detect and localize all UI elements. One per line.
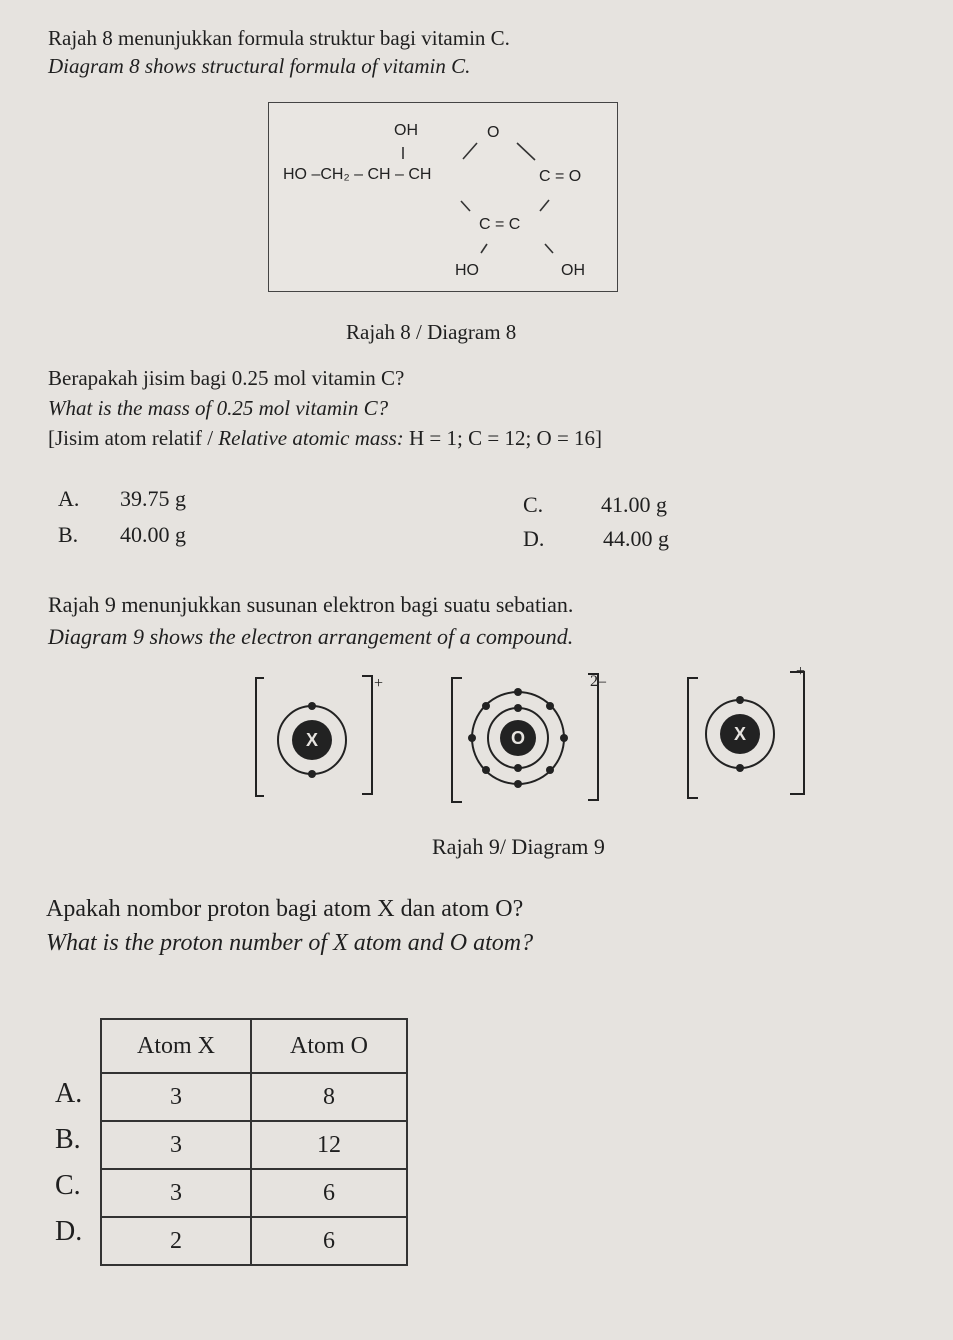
q8-intro-ms: Rajah 8 menunjukkan formula struktur bagi vitamin C. <box>48 26 510 50</box>
ion1-symbol: X <box>305 730 319 750</box>
q8-caption <box>346 320 516 345</box>
ion2-electron <box>482 766 490 774</box>
q9-intro-en: Diagram 9 shows the electron arrangement of a compound. <box>48 624 574 649</box>
bond-ring-right-up <box>540 200 549 211</box>
bond-ring-left-up <box>463 143 477 159</box>
label-oh-bottom: OH <box>561 262 585 279</box>
electron-arrangement-diagram <box>230 656 830 816</box>
ion2-electron <box>546 702 554 710</box>
table-row[interactable] <box>101 1121 407 1169</box>
ion3-electron <box>736 696 744 704</box>
label-c-eq-o: C = O <box>539 168 582 185</box>
q9-option-a-letter[interactable]: A. <box>55 1078 83 1109</box>
table-row[interactable] <box>101 1217 407 1265</box>
ion1-left-bracket <box>256 678 264 796</box>
option-letter: D. <box>523 526 545 551</box>
ion1-electron <box>308 702 316 710</box>
option-letter: B. <box>58 522 79 547</box>
q9-question-ms: Apakah nombor proton bagi atom X dan atom O? <box>46 896 524 922</box>
q8-option-a[interactable] <box>58 486 186 512</box>
option-text: 41.00 g <box>601 492 667 517</box>
ion2-symbol: O <box>510 728 526 748</box>
q8-question-ms: Berapakah jisim bagi 0.25 mol vitamin C? <box>48 366 405 390</box>
ion3-electron <box>736 764 744 772</box>
q9-option-b-letter[interactable]: B. <box>55 1124 81 1155</box>
ion2-electron <box>514 704 522 712</box>
q9-caption: Rajah 9/ Diagram 9 <box>432 834 605 859</box>
vitamin-c-structure-diagram <box>268 102 618 292</box>
option-letter: A. <box>58 486 80 511</box>
header-atom-x: Atom X <box>101 1019 251 1073</box>
bond-ring-right-down <box>517 143 535 160</box>
q9-option-c-letter[interactable]: C. <box>55 1170 81 1201</box>
table-row[interactable] <box>101 1169 407 1217</box>
q8-given <box>48 426 602 451</box>
q8-given-ms: [Jisim atom relatif / <box>48 426 219 450</box>
ion3-left-bracket <box>688 678 698 798</box>
label-ho-bottom: HO <box>455 262 479 279</box>
ion2-electron <box>514 764 522 772</box>
option-text: 40.00 g <box>120 522 186 547</box>
option-text: 39.75 g <box>120 486 186 511</box>
ion2-electron <box>514 780 522 788</box>
cell-atom-x: 3 <box>101 1169 251 1217</box>
q8-intro-en: Diagram 8 shows structural formula of vitamin C. <box>48 54 471 78</box>
q8-question-en: What is the mass of 0.25 mol vitamin C? <box>48 396 389 420</box>
cell-atom-x: 3 <box>101 1121 251 1169</box>
option-letter: C. <box>523 492 544 517</box>
option-text: 44.00 g <box>603 526 669 551</box>
proton-number-table <box>100 1018 408 1266</box>
ion2-electron <box>482 702 490 710</box>
label-c-eq-c: C = C <box>479 216 521 233</box>
q8-option-d[interactable] <box>523 526 669 552</box>
ion2-electron <box>560 734 568 742</box>
label-chain: HO –CH₂ – CH – CH <box>283 166 432 183</box>
vitamin-c-structure-bonds <box>269 103 617 291</box>
ion3-charge: + <box>796 663 806 680</box>
ion1-electron <box>308 770 316 778</box>
q9-option-d-letter[interactable]: D. <box>55 1216 83 1247</box>
ion2-right-bracket <box>588 674 598 800</box>
q9-question-en: What is the proton number of X atom and O atom? <box>46 930 534 956</box>
ion2-electron <box>514 688 522 696</box>
q8-given-values: H = 1; C = 12; O = 16] <box>409 426 603 450</box>
ion2-electron <box>546 766 554 774</box>
ion2-left-bracket <box>452 678 462 802</box>
ion1-right-bracket <box>362 676 372 794</box>
cell-atom-o: 6 <box>251 1169 407 1217</box>
q8-option-b[interactable] <box>58 522 186 548</box>
table-row[interactable] <box>101 1073 407 1121</box>
ion1-charge: + <box>374 675 384 692</box>
q9-intro-ms: Rajah 9 menunjukkan susunan elektron bagi suatu sebatian. <box>48 592 574 617</box>
bond-oh-down <box>545 244 553 253</box>
bond-ring-left-down <box>461 201 470 211</box>
cell-atom-o: 8 <box>251 1073 407 1121</box>
q8-given-en: Relative atomic mass: <box>218 426 409 450</box>
label-oh-top: OH <box>394 122 418 139</box>
ion2-electron <box>468 734 476 742</box>
header-atom-o: Atom O <box>251 1019 407 1073</box>
cell-atom-o: 6 <box>251 1217 407 1265</box>
cell-atom-x: 3 <box>101 1073 251 1121</box>
ion3-symbol: X <box>733 724 747 744</box>
table-header-row <box>101 1019 407 1073</box>
bond-ho-down <box>481 244 487 253</box>
label-o-ring: O <box>487 124 500 141</box>
ion3-right-bracket <box>790 672 804 794</box>
cell-atom-x: 2 <box>101 1217 251 1265</box>
ion2-charge: 2– <box>590 673 606 690</box>
q8-option-c[interactable] <box>523 492 667 518</box>
cell-atom-o: 12 <box>251 1121 407 1169</box>
q8-caption-text: Rajah 8 / Diagram 8 <box>346 320 517 344</box>
